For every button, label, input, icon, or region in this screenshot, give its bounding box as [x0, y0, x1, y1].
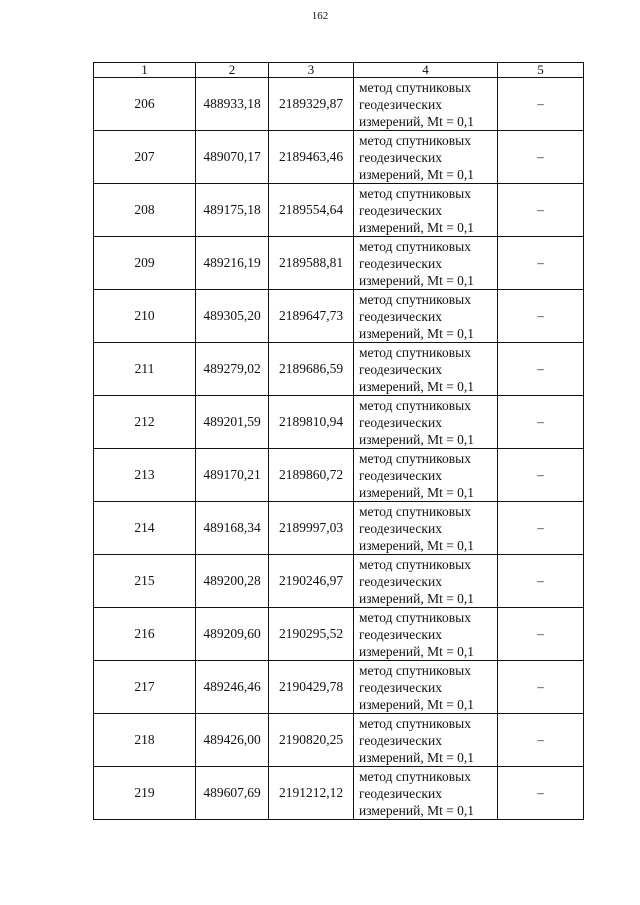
coordinate-y-cell: 2189647,73: [269, 290, 354, 343]
point-number-cell: 215: [94, 555, 196, 608]
header-col-2: 2: [196, 63, 269, 78]
header-col-5: 5: [498, 63, 584, 78]
point-number-cell: 210: [94, 290, 196, 343]
note-cell: –: [498, 343, 584, 396]
coordinate-y-cell: 2190295,52: [269, 608, 354, 661]
method-line: геодезических: [359, 785, 442, 801]
method-line: измерений, Mt = 0,1: [359, 537, 475, 553]
note-cell: –: [498, 396, 584, 449]
table-row: [94, 449, 584, 502]
method-line: метод спутниковых: [359, 715, 471, 731]
table-row: [94, 396, 584, 449]
method-line: измерений, Mt = 0,1: [359, 113, 475, 129]
method-line: геодезических: [359, 573, 442, 589]
coordinate-x-cell: 488933,18: [196, 78, 269, 131]
header-row: [94, 63, 584, 78]
table-row: [94, 661, 584, 714]
table-row: [94, 184, 584, 237]
table-row: [94, 78, 584, 131]
table-row: [94, 714, 584, 767]
method-line: метод спутниковых: [359, 662, 471, 678]
coordinate-x-cell: 489216,19: [196, 237, 269, 290]
method-line: метод спутниковых: [359, 185, 471, 201]
header-col-4: 4: [354, 63, 498, 78]
coordinate-x-cell: 489426,00: [196, 714, 269, 767]
coordinate-y-cell: 2190820,25: [269, 714, 354, 767]
method-line: измерений, Mt = 0,1: [359, 749, 475, 765]
coordinate-x-cell: 489170,21: [196, 449, 269, 502]
method-line: геодезических: [359, 255, 442, 271]
coordinate-x-cell: 489209,60: [196, 608, 269, 661]
table-header: [94, 63, 584, 78]
coordinates-table: [93, 62, 584, 820]
method-line: геодезических: [359, 96, 442, 112]
table-row: [94, 131, 584, 184]
coordinate-x-cell: 489246,46: [196, 661, 269, 714]
point-number-cell: 216: [94, 608, 196, 661]
point-number-cell: 213: [94, 449, 196, 502]
method-line: геодезических: [359, 732, 442, 748]
method-line: геодезических: [359, 467, 442, 483]
point-number-cell: 219: [94, 767, 196, 820]
method-cell: [354, 78, 498, 131]
note-cell: –: [498, 78, 584, 131]
method-line: измерений, Mt = 0,1: [359, 696, 475, 712]
method-line: измерений, Mt = 0,1: [359, 166, 475, 182]
point-number-cell: 208: [94, 184, 196, 237]
method-cell: [354, 237, 498, 290]
method-line: метод спутниковых: [359, 768, 471, 784]
method-cell: [354, 714, 498, 767]
header-col-3: 3: [269, 63, 354, 78]
method-line: измерений, Mt = 0,1: [359, 272, 475, 288]
method-line: измерений, Mt = 0,1: [359, 590, 475, 606]
table-row: [94, 290, 584, 343]
point-number-cell: 217: [94, 661, 196, 714]
note-cell: –: [498, 767, 584, 820]
method-cell: [354, 608, 498, 661]
coordinate-x-cell: 489607,69: [196, 767, 269, 820]
coordinate-x-cell: 489279,02: [196, 343, 269, 396]
method-cell: [354, 343, 498, 396]
page-number: 162: [311, 10, 329, 22]
coordinate-x-cell: 489305,20: [196, 290, 269, 343]
point-number-cell: 212: [94, 396, 196, 449]
note-cell: –: [498, 661, 584, 714]
method-line: геодезических: [359, 361, 442, 377]
method-line: метод спутниковых: [359, 556, 471, 572]
table-row: [94, 502, 584, 555]
method-line: геодезических: [359, 679, 442, 695]
coordinate-x-cell: 489200,28: [196, 555, 269, 608]
method-line: геодезических: [359, 202, 442, 218]
point-number-cell: 211: [94, 343, 196, 396]
table-row: [94, 767, 584, 820]
point-number-cell: 207: [94, 131, 196, 184]
note-cell: –: [498, 449, 584, 502]
coordinate-x-cell: 489168,34: [196, 502, 269, 555]
note-cell: –: [498, 131, 584, 184]
note-cell: –: [498, 184, 584, 237]
point-number-cell: 214: [94, 502, 196, 555]
method-line: измерений, Mt = 0,1: [359, 484, 475, 500]
method-cell: [354, 290, 498, 343]
table-body: [94, 78, 584, 820]
method-line: метод спутниковых: [359, 291, 471, 307]
method-cell: [354, 396, 498, 449]
method-line: метод спутниковых: [359, 450, 471, 466]
point-number-cell: 206: [94, 78, 196, 131]
method-line: геодезических: [359, 149, 442, 165]
coordinate-y-cell: 2189588,81: [269, 237, 354, 290]
method-cell: [354, 131, 498, 184]
coordinate-y-cell: 2189554,64: [269, 184, 354, 237]
table-row: [94, 237, 584, 290]
method-line: метод спутниковых: [359, 503, 471, 519]
note-cell: –: [498, 502, 584, 555]
header-col-1: 1: [94, 63, 196, 78]
method-line: геодезических: [359, 414, 442, 430]
coordinate-y-cell: 2189686,59: [269, 343, 354, 396]
method-line: метод спутниковых: [359, 397, 471, 413]
method-line: геодезических: [359, 520, 442, 536]
method-line: геодезических: [359, 626, 442, 642]
method-line: метод спутниковых: [359, 238, 471, 254]
coordinate-y-cell: 2190246,97: [269, 555, 354, 608]
method-line: метод спутниковых: [359, 344, 471, 360]
method-line: измерений, Mt = 0,1: [359, 219, 475, 235]
method-cell: [354, 661, 498, 714]
note-cell: –: [498, 714, 584, 767]
method-cell: [354, 184, 498, 237]
method-line: геодезических: [359, 308, 442, 324]
method-cell: [354, 449, 498, 502]
coordinate-x-cell: 489175,18: [196, 184, 269, 237]
coordinate-y-cell: 2190429,78: [269, 661, 354, 714]
method-line: измерений, Mt = 0,1: [359, 325, 475, 341]
table-row: [94, 608, 584, 661]
note-cell: –: [498, 608, 584, 661]
method-line: измерений, Mt = 0,1: [359, 802, 475, 818]
method-line: метод спутниковых: [359, 79, 471, 95]
method-line: измерений, Mt = 0,1: [359, 378, 475, 394]
point-number-cell: 218: [94, 714, 196, 767]
note-cell: –: [498, 290, 584, 343]
coordinate-x-cell: 489201,59: [196, 396, 269, 449]
coordinate-y-cell: 2189329,87: [269, 78, 354, 131]
method-line: измерений, Mt = 0,1: [359, 431, 475, 447]
note-cell: –: [498, 555, 584, 608]
method-line: метод спутниковых: [359, 132, 471, 148]
method-line: метод спутниковых: [359, 609, 471, 625]
coordinate-y-cell: 2189810,94: [269, 396, 354, 449]
coordinate-y-cell: 2191212,12: [269, 767, 354, 820]
method-cell: [354, 502, 498, 555]
coordinate-y-cell: 2189997,03: [269, 502, 354, 555]
table-row: [94, 555, 584, 608]
table-row: [94, 343, 584, 396]
coordinate-y-cell: 2189463,46: [269, 131, 354, 184]
coordinate-y-cell: 2189860,72: [269, 449, 354, 502]
method-cell: [354, 767, 498, 820]
method-line: измерений, Mt = 0,1: [359, 643, 475, 659]
point-number-cell: 209: [94, 237, 196, 290]
coordinate-x-cell: 489070,17: [196, 131, 269, 184]
note-cell: –: [498, 237, 584, 290]
method-cell: [354, 555, 498, 608]
